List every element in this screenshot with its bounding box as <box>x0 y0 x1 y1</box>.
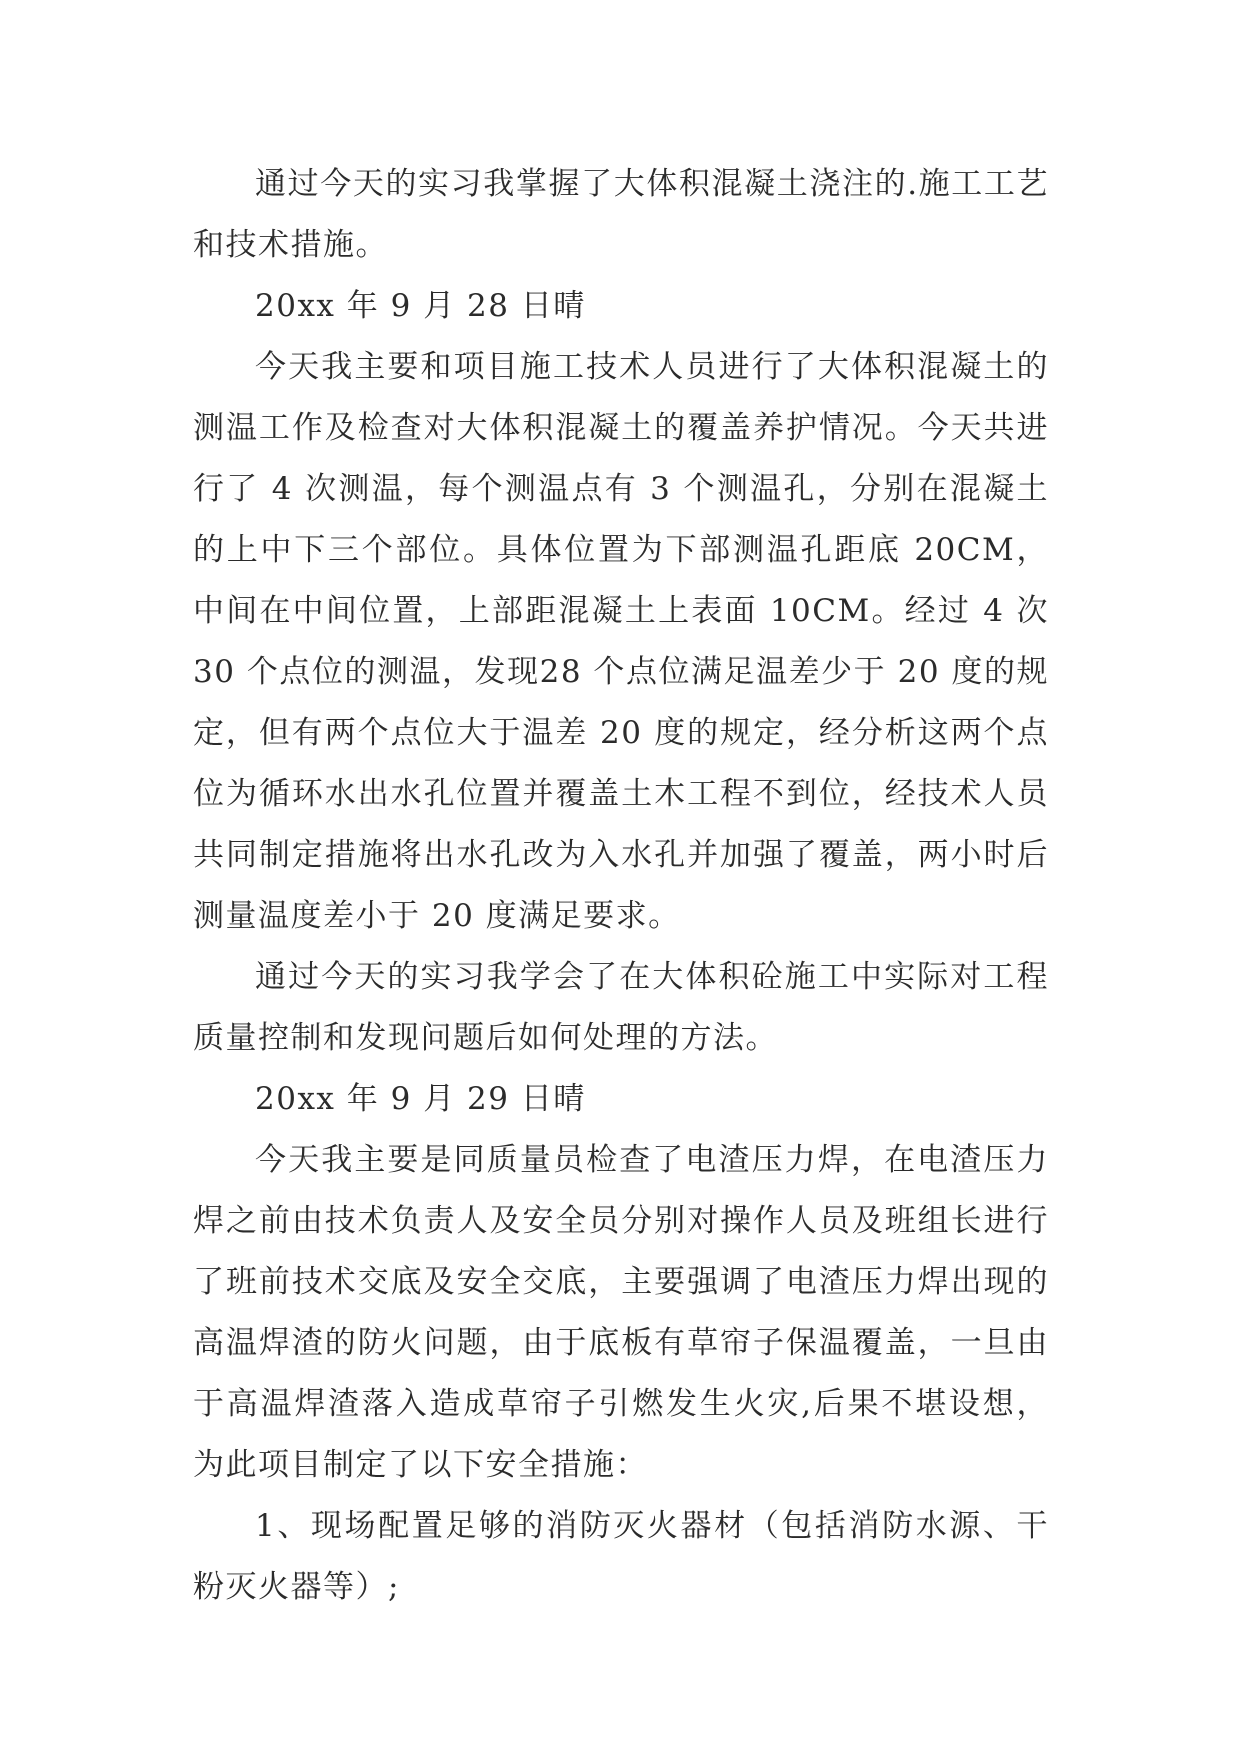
paragraph-welding-inspection: 今天我主要是同质量员检查了电渣压力焊，在电渣压力焊之前由技术负责人及安全员分别对操作人员及班组长进行了班前技术交底及安全交底，主要强调了电渣压力焊出现的高温焊渣的防火问题，由于底板有草帘子保温覆盖，一旦由于高温焊渣落入造成草帘子引燃发生火灾,后果不堪设想，为此项目制定了以下安全措施： <box>193 1142 1049 1483</box>
paragraph-summary-1: 通过今天的实习我掌握了大体积混凝土浇注的.施工工艺和技术措施。 <box>193 166 1049 263</box>
list-item-safety-measure-1: 1、现场配置足够的消防灭火器材（包括消防水源、干粉灭火器等）; <box>193 1508 1049 1605</box>
date-heading-2: 20xx 年 9 月 29 日晴 <box>255 1081 586 1117</box>
date-heading-1: 20xx 年 9 月 28 日晴 <box>255 288 586 324</box>
paragraph-summary-2: 通过今天的实习我学会了在大体积砼施工中实际对工程质量控制和发现问题后如何处理的方法。 <box>193 959 1049 1056</box>
document-body <box>193 154 1049 1618</box>
paragraph-temperature-measurement: 今天我主要和项目施工技术人员进行了大体积混凝土的测温工作及检查对大体积混凝土的覆盖养护情况。今天共进行了 4 次测温，每个测温点有 3 个测温孔，分别在混凝土的上中下三个部位。具体位置为下部测温孔距底 20CM，中间在中间位置，上部距混凝土上表面 10CM。经过 4 次 30 个点位的测温，发现28 个点位满足温差少于 20 度的规定，但有两个点位大于温差 20 度的规定，经分析这两个点位为循环水出水孔位置并覆盖土木工程不到位，经技术人员共同制定措施将出水孔改为入水孔并加强了覆盖，两小时后测量温度差小于 20 度满足要求。 <box>193 349 1049 934</box>
